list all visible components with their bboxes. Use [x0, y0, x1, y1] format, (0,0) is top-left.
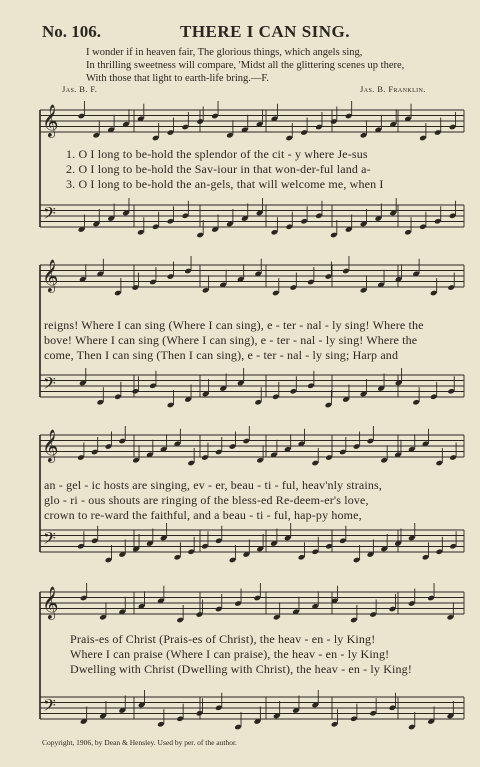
clef-symbol: 𝄢 [43, 203, 56, 227]
lyric-line: an - gel - ic hosts are singing, ev - er, beau - ti - ful, heav'nly strains, [44, 478, 382, 492]
hymn-number: No. 106. [42, 22, 102, 41]
clef-symbol: 𝄞 [42, 429, 59, 462]
music-credit: Jas. B. Franklin. [360, 84, 426, 94]
clef-symbol: 𝄢 [43, 373, 56, 397]
epigraph-line: In thrilling sweetness will compare, 'Midst all the glittering scenes up there, [86, 60, 405, 71]
hymn-title: THERE I CAN SING. [180, 22, 351, 41]
lyric-line: bove! Where I can sing (Where I can sing), e - ter - nal - ly sing! Where the [44, 333, 418, 347]
lyric-line: come, Then I can sing (Then I can sing), e - ter - nal - ly sing; Harp and [44, 348, 399, 362]
epigraph-line: I wonder if in heaven fair, The glorious things, which angels sing, [86, 47, 363, 58]
lyric-line: 3. O I long to be-hold the an-gels, that will welcome me, when I [66, 177, 384, 191]
clef-symbol: 𝄞 [42, 259, 59, 292]
epigraph-line: With those that light to earth-life bring.—F. [86, 73, 270, 84]
lyric-line: reigns! Where I can sing (Where I can sing), e - ter - nal - ly sing! Where the [44, 318, 424, 332]
clef-symbol: 𝄞 [42, 104, 59, 137]
lyric-line: Prais-es of Christ (Prais-es of Christ), the heav - en - ly King! [70, 632, 376, 646]
lyric-line: Where I can praise (Where I can praise), the heav - en - ly King! [70, 647, 390, 661]
copyright-notice: Copyright, 1906, by Dean & Hensley. Used by per. of the author. [42, 738, 237, 747]
words-credit: Jas. B. F. [62, 84, 98, 94]
lyric-line: Dwelling with Christ (Dwelling with Christ), the heav - en - ly King! [70, 662, 412, 676]
clef-symbol: 𝄢 [43, 695, 56, 719]
lyric-line: 2. O I long to be-hold the Sav-iour in that won-der-ful land a- [66, 162, 371, 176]
lyric-line: glo - ri - ous shouts are ringing of the bless-ed Re-deem-er's love, [44, 493, 369, 507]
clef-symbol: 𝄞 [42, 586, 59, 619]
clef-symbol: 𝄢 [43, 528, 56, 552]
lyric-line: 1. O I long to be-hold the splendor of the cit - y where Je-sus [66, 147, 368, 161]
lyric-line: crown to re-ward the faithful, and a beau - ti - ful, hap-py home, [44, 508, 362, 522]
